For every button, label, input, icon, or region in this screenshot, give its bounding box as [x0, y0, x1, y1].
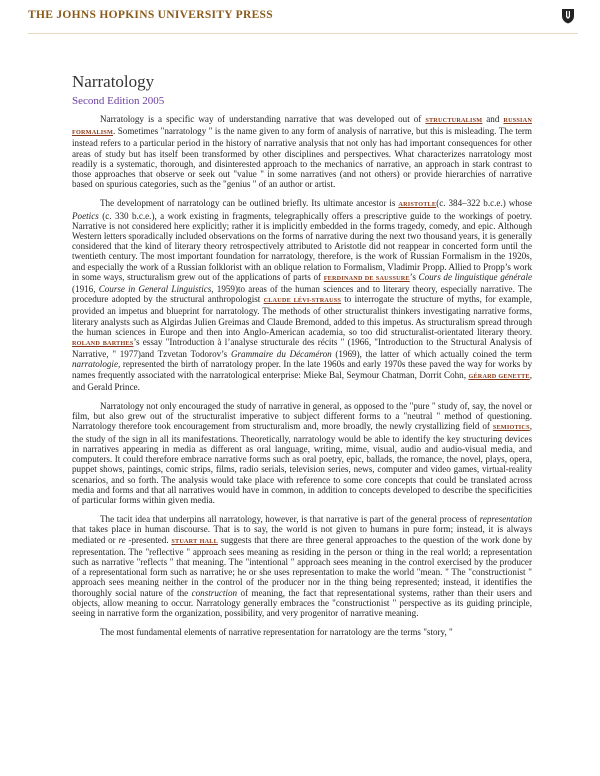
- link-aristotle[interactable]: ARISTOTLE: [398, 201, 437, 209]
- publisher-name[interactable]: THE JOHNS HOPKINS UNIVERSITY PRESS: [28, 9, 273, 21]
- paragraph-4: The tacit idea that underpins all narratology, however, is that narrative is part of the general process of representation that takes place in human discourse. That is to say, the world is not given to humans in pure form; instead, it is always mediated or re -presented. STUART HALL suggests that there are three general approaches to the question of the work done by representation. The "reflective " approach sees meaning as residing in the person or thing in the real world; a representation such as narrative "reflects " that meaning. The "intentional " approach sees meaning in the control exercised by the producer of a representational form such as narrative; he or she uses representation to make the world "mean. " The "constructionist " approach sees meaning neither in the control of the producer nor in the thing being represented; instead, it identifies the thoroughly social nature of the construction of meaning, the fact that representational systems, rather than their users and objects, allow meaning to occur. Narratology generally embraces the "constructionist " perspective as its guiding principle, seeing in narrative form the organization, possibility, and very progenitor of narrative meaning.: [72, 514, 533, 618]
- paragraph-2: The development of narratology can be outlined briefly. Its ultimate ancestor is ARISTOTLE(c. 384–322 b.c.e.) whose Poetics (c. 330 b.c.e.), a work existing in fragments, telegraphically offers a prescriptive guide to the workings of poetry. Narrative is not considered here explicitly; rather it is implicitly embedded in the forms tragedy, comedy, and epic. Although Western letters sporadically included observations on the forms of narrative during the next two thousand years, it is generally considered that the kind of literary theory retrospectively attributed to Aristotle did not reappear in concerted form until the twentieth century. The most important foundation for narratology, therefore, is the work of Russian Formalism in the 1920s, and especially the work of a Russian folklorist with an oblique relation to Formalism, Vladimir Propp. Allied to Propp’s work in some ways, structuralism grew out of the applications of parts of FERDINAND DE SAUSSURE’s Cours de linguistique générale (1916, Course in General Linguistics, 1959)to areas of the human sciences and to literary theory, especially narrative. The procedure adopted by the structural anthropologist CLAUDE LÉVI-STRAUSS to interrogate the structure of myths, for example, provided an impetus and blueprint for narratology. The methods of other structuralist thinkers investigating narrative forms, literary analysts such as Algirdas Julien Greimas and Claude Bremond, added to this impetus. As structuralism spread through the human sciences in Europe and then into Anglo-American academia, so too did structuralist-orientated literary theory. ROLAND BARTHES’s essay "Introduction à l’analyse structurale des récits " (1966, "Introduction to the Structural Analysis of Narrative, " 1977)and Tzvetan Todorov’s Grammaire du Décaméron (1969), the latter of which actually coined the term narratologie, represented the birth of narratology proper. In the late 1960s and early 1970s these paved the way for works by names frequently associated with the narratological enterprise: Mieke Bal, Seymour Chatman, Dorrit Cohn, GÉRARD GENETTE, and Gerald Prince.: [72, 198, 533, 392]
- header-divider: [28, 33, 578, 34]
- paragraph-5: The most fundamental elements of narrative representation for narratology are the terms "story, ": [100, 627, 453, 638]
- paragraph-3: Narratology not only encouraged the study of narrative in general, as opposed to the "pure " study of, say, the novel or film, but also grew out of the structuralist imperative to subject different forms to a "neutral " method of questioning. Narratology therefore took encouragement from structuralism and, more broadly, the newly crystallizing field of SEMIOTICS, the study of the sign in all its manifestations. Theoretically, narratology would be able to identify the key structuring devices in narratives appearing in media as different as oral language, writing, mime, visual, audio and audio-visual media, and computers. It could therefore embrace narrative forms such as oral poetry, epic, ballads, the romance, the novel, plays, opera, puppet shows, paintings, comic strips, films, radio serials, television series, news, computer and video games, virtual-reality scenarios, and so forth. The analysis would take place with reference to some core concepts that could be translated across media and forms and that all narratives would have in common, in addition to concepts developed to describe the specificities of particular forms within given media.: [72, 401, 532, 505]
- header-bar: [0, 0, 600, 32]
- edition-label: Second Edition 2005: [72, 95, 165, 107]
- link-genette[interactable]: GÉRARD GENETTE: [468, 372, 530, 380]
- link-levi-strauss[interactable]: CLAUDE LÉVI-STRAUSS: [263, 297, 342, 305]
- link-saussure[interactable]: FERDINAND DE SAUSSURE: [323, 274, 410, 282]
- jhu-shield-icon[interactable]: [560, 8, 576, 24]
- link-russian-formalism[interactable]: RUSSIAN FORMALISM: [72, 117, 532, 137]
- link-barthes[interactable]: ROLAND BARTHES: [72, 340, 134, 348]
- link-structuralism[interactable]: STRUCTURALISM: [425, 117, 483, 124]
- article-body: [72, 114, 532, 646]
- paragraph-1: Narratology is a specific way of understanding narrative that was developed out of STRUCTURALISM and RUSSIAN FORMALISM. Sometimes "narratology " is the name given to any form of analysis of narrative, but this is misleading. The term instead refers to a particular period in the history of narrative analysis that not only has had important consequences for other areas of study but has itself been transformed by other disciplines and perspectives. What characterizes narratology most readily is a systematic, thorough, and disinterested approach to the mechanics of narrative, an approach in stark contrast to those approaches that observe or seek out "value " in some narratives (and not others) or provide hierarchies of narrative based on spurious categories, such as the "genius " of an author or artist.: [72, 114, 532, 190]
- link-semiotics[interactable]: SEMIOTICS: [492, 424, 530, 432]
- link-stuart-hall[interactable]: STUART HALL: [171, 537, 218, 545]
- page-title: Narratology: [72, 72, 155, 91]
